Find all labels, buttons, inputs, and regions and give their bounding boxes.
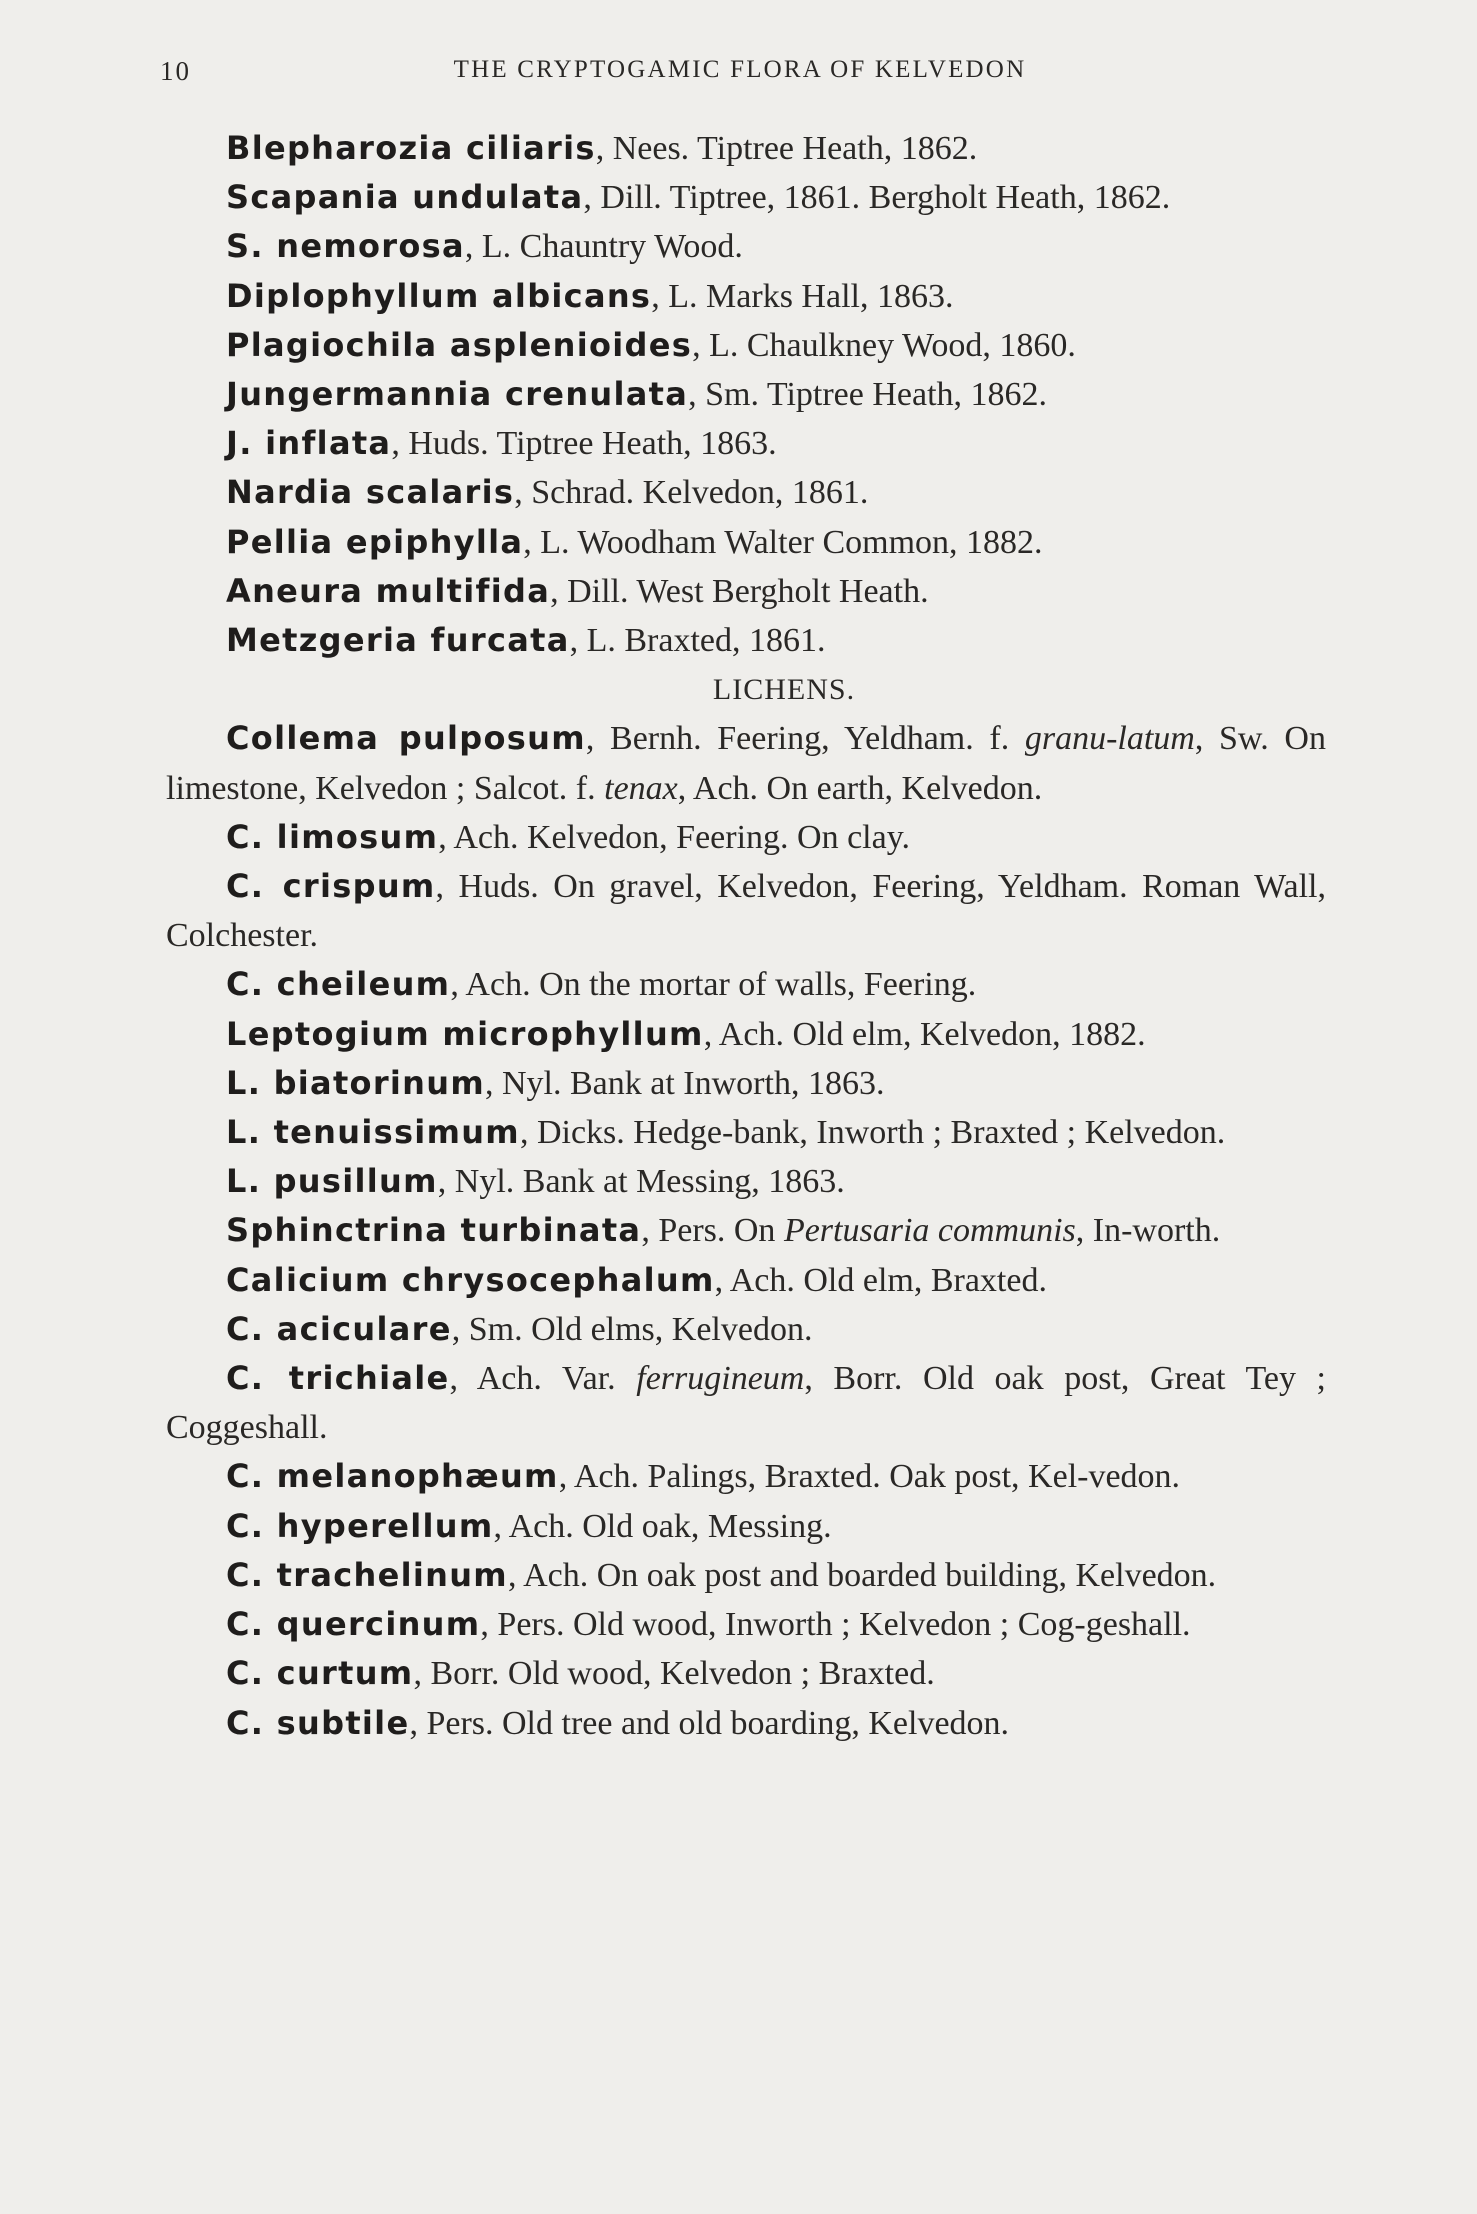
taxon-name: C. crispum xyxy=(226,867,436,906)
entry-detail: , L. Marks Hall, 1863. xyxy=(651,277,954,315)
entry-l-tenuissimum xyxy=(166,1108,1326,1157)
form-name: tenax xyxy=(604,769,678,807)
entry-s-nemorosa xyxy=(166,222,1326,271)
form-name: granu-latum xyxy=(1024,720,1195,758)
entry-c-quercinum xyxy=(166,1600,1326,1649)
entry-detail: , Sw. On limestone, Kelvedon ; Salcot. f. xyxy=(166,720,1326,807)
entry-c-trichiale xyxy=(166,1354,1326,1452)
entry-detail: , Pers. Old wood, Inworth ; Kelvedon ; Cog-geshall. xyxy=(480,1606,1191,1644)
entry-c-melanophaeum xyxy=(166,1452,1326,1501)
taxon-name: Leptogium microphyllum xyxy=(226,1014,704,1053)
taxon-name: S. nemorosa xyxy=(226,227,465,266)
taxon-name: C. trichiale xyxy=(226,1359,450,1398)
entry-detail: , Schrad. Kelvedon, 1861. xyxy=(514,474,869,512)
variety-name: ferrugineum xyxy=(636,1360,805,1398)
taxon-name: J. inflata xyxy=(226,424,392,463)
entry-detail: , Nyl. Bank at Inworth, 1863. xyxy=(485,1064,885,1102)
entry-calicium-chrysocephalum xyxy=(166,1256,1326,1305)
taxon-name: Scapania undulata xyxy=(226,178,584,217)
entry-c-aciculare xyxy=(166,1305,1326,1354)
entry-sphinctrina-turbinata xyxy=(166,1206,1326,1255)
taxon-name: C. hyperellum xyxy=(226,1506,494,1545)
entry-detail: , Sm. Old elms, Kelvedon. xyxy=(451,1310,813,1348)
entry-detail: , L. Chauntry Wood. xyxy=(464,228,743,266)
entry-detail: , Ach. On oak post and boarded building, Kelvedon. xyxy=(507,1556,1217,1594)
taxon-name: C. curtum xyxy=(226,1654,414,1693)
running-title: THE CRYPTOGAMIC FLORA OF KELVEDON xyxy=(453,56,1027,83)
entry-detail: , Sm. Tiptree Heath, 1862. xyxy=(688,376,1048,414)
entry-detail: , Ach. Old elm, Braxted. xyxy=(714,1261,1047,1299)
entry-aneura-multifida xyxy=(166,567,1326,616)
taxon-name: L. biatorinum xyxy=(226,1063,485,1102)
taxon-name: Plagiochila asplenioides xyxy=(226,325,693,364)
entry-l-pusillum xyxy=(166,1157,1326,1206)
entry-detail: , Ach. Var. xyxy=(449,1360,637,1398)
entry-plagiochila-asplenioides xyxy=(166,321,1326,370)
entry-detail: , Nyl. Bank at Messing, 1863. xyxy=(437,1163,845,1201)
entry-c-trachelinum xyxy=(166,1551,1326,1600)
taxon-name: Blepharozia ciliaris xyxy=(226,129,596,167)
entry-detail: , Ach. Old elm, Kelvedon, 1882. xyxy=(703,1015,1146,1053)
entry-blepharozia-ciliaris xyxy=(166,124,1326,173)
taxon-name: Sphinctrina turbinata xyxy=(226,1211,642,1250)
taxon-name: L. pusillum xyxy=(226,1162,438,1201)
entry-collema-pulposum xyxy=(166,714,1326,812)
entry-detail: , Pers. On xyxy=(641,1212,784,1250)
entry-detail: , Ach. Old oak, Messing. xyxy=(493,1507,832,1545)
entry-nardia-scalaris xyxy=(166,468,1326,517)
entry-l-biatorinum xyxy=(166,1059,1326,1108)
taxon-name: Calicium chrysocephalum xyxy=(226,1260,715,1299)
entry-detail: , Ach. Kelvedon, Feering. On clay. xyxy=(438,818,911,856)
taxon-name: C. quercinum xyxy=(226,1605,481,1644)
entry-detail: , Huds. On gravel, Kelvedon, Feering, Yeldham. Roman Wall, Colchester. xyxy=(166,868,1327,955)
entry-diplophyllum-albicans xyxy=(166,272,1326,321)
entry-c-cheileum xyxy=(166,960,1326,1009)
taxon-name: Metzgeria furcata xyxy=(226,621,570,660)
taxon-name: C. limosum xyxy=(226,817,439,856)
entry-detail: , L. Woodham Walter Common, 1882. xyxy=(523,523,1043,561)
entry-leptogium-microphyllum xyxy=(166,1010,1326,1059)
page-body xyxy=(166,124,1326,1748)
entry-detail: , Huds. Tiptree Heath, 1863. xyxy=(391,425,777,463)
taxon-name: Nardia scalaris xyxy=(226,473,515,512)
taxon-name: Pellia epiphylla xyxy=(226,522,524,561)
taxon-name: Jungermannia crenulata xyxy=(226,375,689,414)
entry-c-curtum xyxy=(166,1649,1326,1698)
entry-detail: , Ach. On earth, Kelvedon. xyxy=(677,769,1043,807)
entry-detail: , Borr. Old oak post, Great Tey ; Coggeshall. xyxy=(166,1360,1326,1447)
entry-detail: , Dill. Tiptree, 1861. Bergholt Heath, 1862. xyxy=(583,179,1171,217)
entry-c-subtile xyxy=(166,1699,1326,1748)
entry-detail: , Ach. On the mortar of walls, Feering. xyxy=(450,966,977,1004)
taxon-name: L. tenuissimum xyxy=(226,1113,520,1152)
section-heading-lichens: LICHENS. xyxy=(712,673,856,707)
entry-scapania-undulata xyxy=(166,173,1326,222)
entry-detail: , Pers. Old tree and old boarding, Kelvedon. xyxy=(409,1704,1010,1742)
entry-metzgeria-furcata xyxy=(166,616,1326,665)
taxon-name: C. subtile xyxy=(226,1703,410,1742)
entry-j-inflata xyxy=(166,419,1326,468)
entry-detail: , Dicks. Hedge-bank, Inworth ; Braxted ; Kelvedon. xyxy=(519,1114,1226,1152)
taxon-name: C. trachelinum xyxy=(226,1555,508,1594)
taxon-name: C. cheileum xyxy=(226,965,451,1004)
page-number: 10 xyxy=(160,56,191,86)
entry-detail: , Dill. West Bergholt Heath. xyxy=(550,572,929,610)
entry-detail: , Bernh. Feering, Yeldham. f. xyxy=(585,720,1025,758)
entry-c-crispum xyxy=(166,862,1326,960)
entry-pellia-epiphylla xyxy=(166,518,1326,567)
taxon-name: C. aciculare xyxy=(226,1309,452,1348)
entry-detail: , L. Chaulkney Wood, 1860. xyxy=(692,326,1076,364)
entry-detail: , Nees. Tiptree Heath, 1862. xyxy=(595,130,978,167)
entry-jungermannia-crenulata xyxy=(166,370,1326,419)
entry-detail: , In-worth. xyxy=(1075,1212,1221,1250)
taxon-name: C. melanophæum xyxy=(226,1457,559,1496)
host-name: Pertusaria communis xyxy=(783,1212,1076,1250)
running-header xyxy=(160,56,1320,96)
taxon-name: Diplophyllum albicans xyxy=(226,276,652,315)
entry-detail: , Ach. Palings, Braxted. Oak post, Kel-vedon. xyxy=(558,1458,1181,1496)
taxon-name: Aneura multifida xyxy=(226,571,551,610)
entry-detail: , Borr. Old wood, Kelvedon ; Braxted. xyxy=(413,1655,935,1693)
entry-c-hyperellum xyxy=(166,1502,1326,1551)
taxon-name: Collema pulposum xyxy=(226,719,586,758)
entry-detail: , L. Braxted, 1861. xyxy=(569,622,826,660)
entry-c-limosum xyxy=(166,813,1326,862)
